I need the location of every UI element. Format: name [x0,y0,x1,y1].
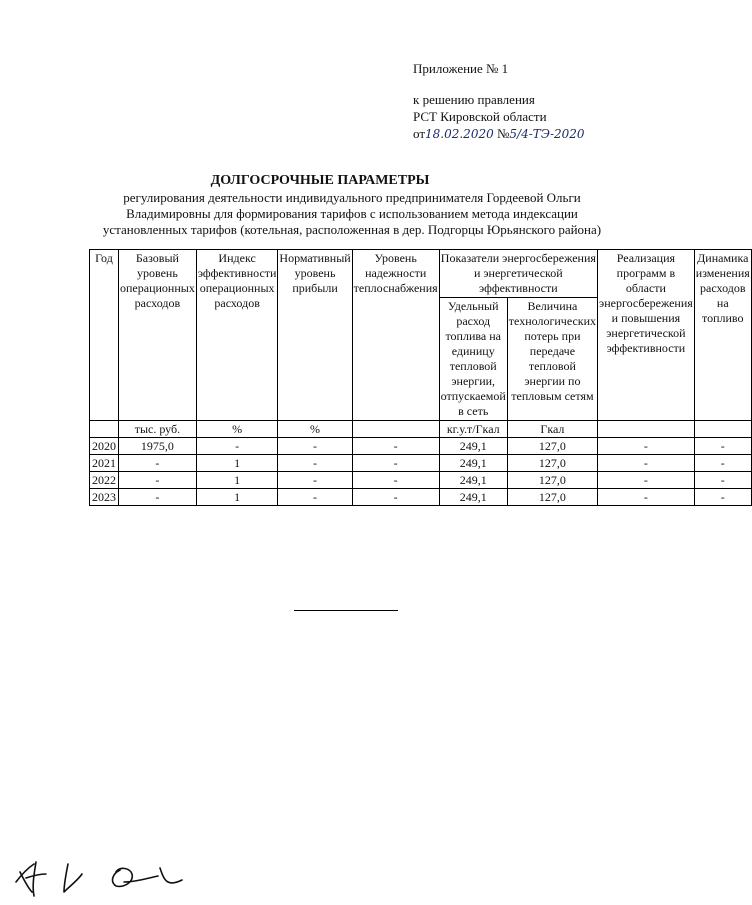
header-year: Год [90,250,119,421]
cell-dynamics: - [694,438,751,455]
header-losses: Величина технологических потерь при передаче тепловой энергии по тепловым сетям [507,298,597,421]
cell-index: 1 [196,472,278,489]
end-rule [294,610,398,611]
cell-programs: - [598,438,695,455]
header-base-opex: Базовый уровень операционных расходов [119,250,197,421]
cell-base: 1975,0 [119,438,197,455]
unit-dynamics [694,421,751,438]
cell-fuel: 249,1 [439,489,507,506]
cell-index: - [196,438,278,455]
handwritten-number: 5/4-ТЭ-2020 [509,127,585,141]
cell-dynamics: - [694,455,751,472]
cell-year: 2022 [90,472,119,489]
header-normative-profit: Нормативный уровень прибыли [278,250,352,421]
cell-losses: 127,0 [507,472,597,489]
header-energy-indicators: Показатели энергосбережения и энергетической эффективности [439,250,597,298]
cell-norm: - [278,489,352,506]
document-title: ДОЛГОСРОЧНЫЕ ПАРАМЕТРЫ [210,173,430,188]
appendix-line-2: РСТ Кировской области [413,109,547,124]
cell-fuel: 249,1 [439,472,507,489]
cell-norm: - [278,472,352,489]
unit-index: % [196,421,278,438]
header-fuel-rate: Удельный расход топлива на единицу тепловой энергии, отпускаемой в сеть [439,298,507,421]
appendix-line-1: к решению правления [413,92,535,107]
header-reliability: Уровень надежности теплоснабжения [352,250,439,421]
appendix-title: Приложение № 1 [413,61,509,76]
header-fuel-dynamics: Динамика изменения расходов на топливо [694,250,751,421]
unit-norm: % [278,421,352,438]
cell-dynamics: - [694,489,751,506]
header-efficiency-index: Индекс эффективности операционных расходов [196,250,278,421]
cell-losses: 127,0 [507,489,597,506]
cell-programs: - [598,489,695,506]
cell-reliability: - [352,455,439,472]
cell-dynamics: - [694,472,751,489]
number-prefix: № [496,126,510,141]
appendix-block [413,60,585,143]
handwritten-date: 18.02.2020 [425,127,494,141]
cell-fuel: 249,1 [439,455,507,472]
cell-index: 1 [196,455,278,472]
cell-base: - [119,472,197,489]
date-prefix: от [413,126,426,141]
cell-programs: - [598,472,695,489]
cell-reliability: - [352,438,439,455]
cell-norm: - [278,438,352,455]
cell-year: 2021 [90,455,119,472]
units-row [90,421,752,438]
cell-base: - [119,455,197,472]
unit-losses: Гкал [507,421,597,438]
cell-year: 2020 [90,438,119,455]
cell-index: 1 [196,489,278,506]
unit-reliability [352,421,439,438]
cell-programs: - [598,455,695,472]
cell-losses: 127,0 [507,455,597,472]
header-programs: Реализация программ в области энергосбережения и повышения энергетической эффективности [598,250,695,421]
parameters-table [89,249,752,506]
cell-losses: 127,0 [507,438,597,455]
header-row [90,250,752,298]
cell-reliability: - [352,489,439,506]
unit-base: тыс. руб. [119,421,197,438]
cell-fuel: 249,1 [439,438,507,455]
cell-base: - [119,489,197,506]
table-row [90,455,752,472]
unit-programs [598,421,695,438]
handwritten-initials-signature [12,852,192,902]
cell-reliability: - [352,472,439,489]
cell-norm: - [278,455,352,472]
table-row [90,489,752,506]
table-row [90,472,752,489]
cell-year: 2023 [90,489,119,506]
unit-fuel: кг.у.т/Гкал [439,421,507,438]
appendix-date-line [413,125,585,143]
unit-year [90,421,119,438]
table-row [90,438,752,455]
document-subtitle: регулирования деятельности индивидуального предпринимателя Гордеевой Ольги Владимировны для формирования тарифов с использованием метода индексации установленных тарифов (котельная, расположенная в дер. Подгорцы Юрьянского района) [102,190,602,237]
